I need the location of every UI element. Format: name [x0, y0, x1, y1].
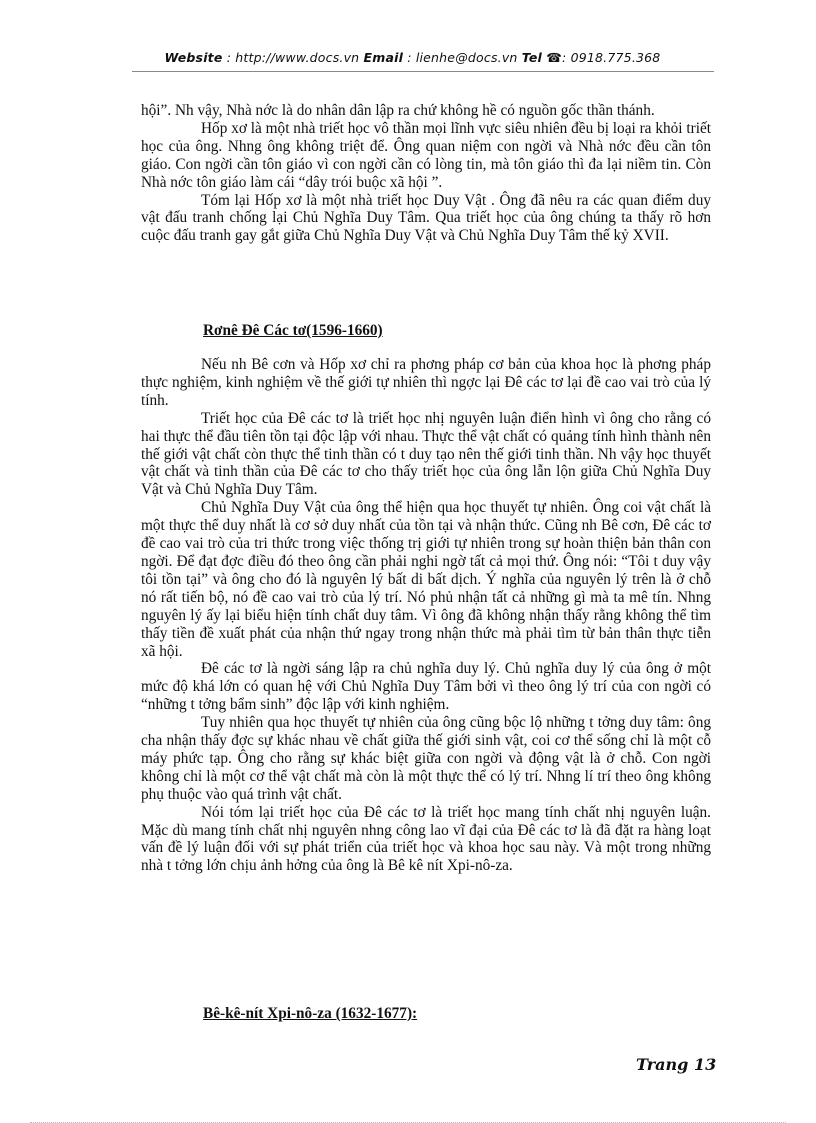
page-header	[140, 50, 685, 65]
email-value: : lienhe@docs.vn	[403, 50, 522, 65]
phone-icon: ☎	[546, 50, 562, 65]
email-label: Email	[363, 50, 404, 65]
section-heading-descartes: Rơnê Đê Các tơ(1596-1660)	[203, 322, 383, 339]
tel-label: Tel	[521, 50, 543, 65]
section-1-text	[141, 102, 711, 245]
section-2-text	[141, 356, 711, 875]
section-heading-spinoza: Bê-kê-nít Xpi-nô-za (1632-1677):	[203, 1005, 418, 1022]
paragraph: Nói tóm lại triết học của Đê các tơ là triết học mang tính chất nhị nguyên luận. Mặc dù mang tính chất nhị nguyên nhng công lao vĩ đại của Đê các tơ là đã đặt ra hàng loạt vấn đề lý luận đối với sự phát triển của triết học và khoa học sau này. Và một trong những nhà t tởng lớn chịu ảnh hởng của ông là Bê kê nít Xpi-nô-za.	[141, 803, 711, 875]
tel-value: : 0918.775.368	[561, 50, 661, 65]
page-number: Trang 13	[636, 1055, 717, 1074]
header-divider	[132, 71, 714, 72]
paragraph: Triết học của Đê các tơ là triết học nhị nguyên luận điển hình vì ông cho rằng có hai thực thể đầu tiên tồn tại độc lập với nhau. Thực thể vật chất có quảng tính hình thành nên thế giới vật chất còn thực thể tinh thần có t duy tạo nên thế giới tinh thần. Nh vậy học thuyết vật chất và tinh thần của Đê các tơ cho thấy triết học của ông lẫn lộn giữa Chủ Nghĩa Duy Vật và Chủ Nghĩa Duy Tâm.	[141, 409, 711, 499]
paragraph: hội”. Nh vậy, Nhà nớc là do nhân dân lập ra chứ không hề có nguồn gốc thần thánh.	[141, 102, 655, 119]
website-value: : http://www.docs.vn	[222, 50, 364, 65]
paragraph: Hốp xơ là một nhà triết học vô thần mọi lĩnh vực siêu nhiên đều bị loại ra khỏi triết học của ông. Nhng ông không triệt để. Ông quan niệm con ngời và Nhà nớc đều cần tôn giáo. Con ngời cần tôn giáo vì con ngời cần có lòng tin, mà tôn giáo thì đa lại niềm tin. Còn Nhà nớc tôn giáo làm cái “dây trói buộc xã hội ”.	[141, 119, 711, 191]
paragraph: Đê các tơ là ngời sáng lập ra chủ nghĩa duy lý. Chủ nghĩa duy lý của ông ở một mức độ khá lớn có quan hệ với Chủ Nghĩa Duy Tâm bởi vì theo ông lý trí của con ngời có “những t tởng bẩm sinh” độc lập với kinh nghiệm.	[141, 660, 711, 714]
paragraph: Chủ Nghĩa Duy Vật của ông thể hiện qua học thuyết tự nhiên. Ông coi vật chất là một thực thể duy nhất là cơ sở duy nhất của tồn tại và nhận thức. Cũng nh Bê cơn, Đê các tơ đề cao vai trò của tri thức trong việc thống trị giới tự nhiên trong sự hoàn thiện bản thân con ngời. Để đạt đợc điều đó theo ông cần phải nghi ngờ tất cả mọi thứ. Ông nói: “Tôi t duy vậy tôi tồn tại” và ông cho đó là nguyên lý bất di bất dịch. Ý nghĩa của nguyên lý trên là ở chỗ nó rất tiến bộ, nó đề cao vai trò của lý trí. Nó phủ nhận tất cả những gì mà ta mê tín. Nhng nguyên lý ấy lại biểu hiện tính chất duy tâm. Vì ông đã không nhận thấy rằng không thể tìm thấy tiền đề xuất phát của nhận thứ ngay trong nhận thức mà phải tìm từ bản thân thực tiễn xã hội.	[141, 499, 711, 660]
paragraph: Nếu nh Bê cơn và Hốp xơ chỉ ra phơng pháp cơ bản của khoa học là phơng pháp thực nghiệm, kinh nghiệm về thế giới tự nhiên thì ngợc lại Đê các tơ lại đề cao vai trò của lý tính.	[141, 356, 711, 409]
paragraph: Tuy nhiên qua học thuyết tự nhiên của ông cũng bộc lộ những t tởng duy tâm: ông cha nhận thấy đợc sự khác nhau về chất giữa thế giới sinh vật, coi cơ thể sống chỉ là một cỗ máy phức tạp. Ông cho rằng sự khác biệt giữa con ngời và động vật là ở chỗ. Con ngời không chỉ là một cơ thể vật chất mà còn là một thực thể có lý trí. Nhng lí trí theo ông không phụ thuộc vào quá trình vật chất.	[141, 714, 711, 803]
paragraph: Tóm lại Hốp xơ là một nhà triết học Duy Vật . Ông đã nêu ra các quan điểm duy vật đấu tranh chống lại Chủ Nghĩa Duy Tâm. Qua triết học của ông chúng ta thấy rõ hơn cuộc đấu tranh gay gắt giữa Chủ Nghĩa Duy Vật và Chủ Nghĩa Duy Tâm thế kỷ XVII.	[141, 191, 711, 245]
website-label: Website	[164, 50, 223, 65]
